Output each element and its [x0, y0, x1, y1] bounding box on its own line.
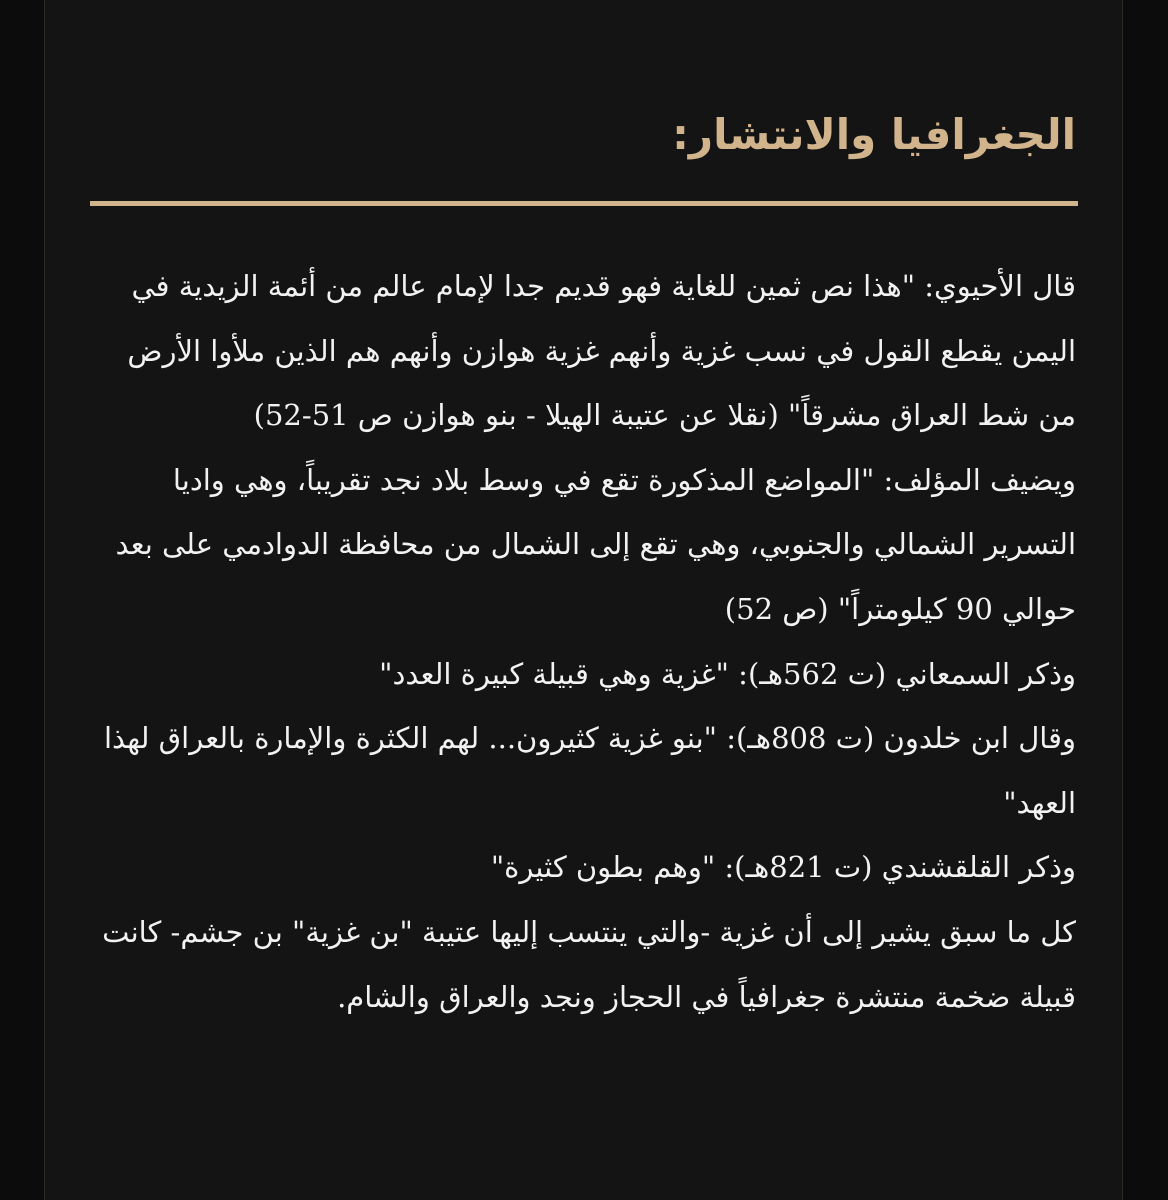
paragraph-ahyawi-quote: قال الأحيوي: "هذا نص ثمين للغاية فهو قديم جدا لإمام عالم من أئمة الزيدية في اليمن يقطع القول في نسب غزية وأنهم غزية هوازن وأنهم هم الذين ملأوا الأرض من شط العراق مشرقاً" (نقلا عن عتيبة الهيلا - بنو هوازن ص 51-52): [127, 269, 1076, 433]
article-body: [92, 254, 1076, 1029]
paragraph-conclusion: كل ما سبق يشير إلى أن غزية -والتي ينتسب إليها عتيبة "بن غزية" بن جشم- كانت قبيلة ضخمة منتشرة جغرافياً في الحجاز ونجد والعراق والشام.: [102, 914, 1076, 1014]
paragraph-author-addition: ويضيف المؤلف: "المواضع المذكورة تقع في وسط بلاد نجد تقريباً، وهي واديا التسرير الشمالي والجنوبي، وهي تقع إلى الشمال من محافظة الدوادمي على بعد حوالي 90 كيلومتراً" (ص 52): [115, 462, 1076, 626]
paragraph-ibn-khaldun: وقال ابن خلدون (ت 808هـ): "بنو غزية كثيرون... لهم الكثرة والإمارة بالعراق لهذا العهد": [103, 721, 1076, 820]
paragraph-samani: وذكر السمعاني (ت 562هـ): "غزية وهي قبيلة كبيرة العدد": [379, 656, 1076, 691]
heading-divider: [90, 201, 1078, 206]
section-heading: الجغرافيا والانتشار:: [672, 110, 1076, 159]
paragraph-qalqashandi: وذكر القلقشندي (ت 821هـ): "وهم بطون كثيرة": [490, 850, 1076, 885]
